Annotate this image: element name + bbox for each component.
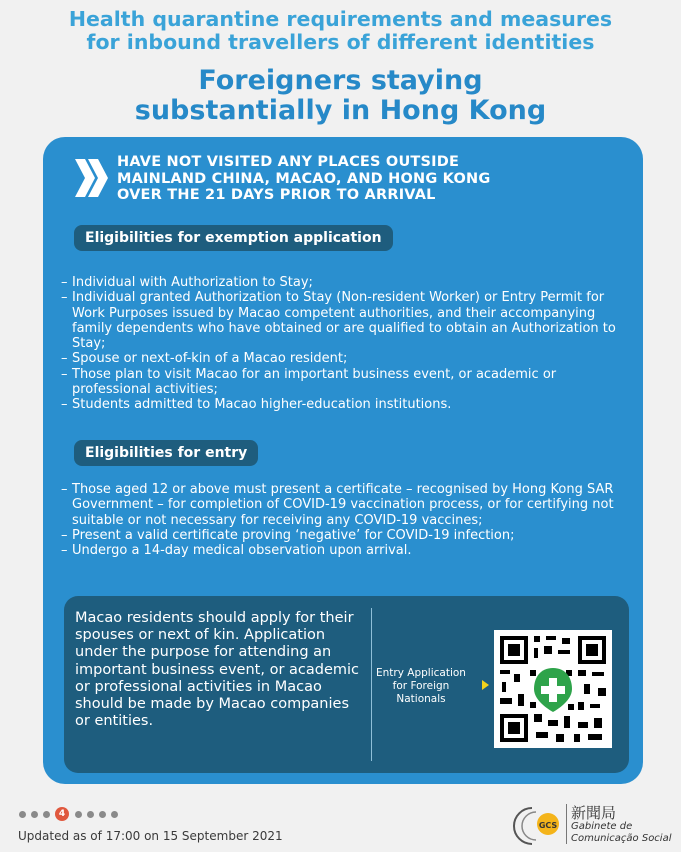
title-line-1: Health quarantine requirements and measures xyxy=(68,7,613,31)
exemption-heading: Eligibilities for exemption application xyxy=(74,225,393,251)
headline-line-1: HAVE NOT VISITED ANY PLACES OUTSIDE xyxy=(117,154,460,170)
logo-line-1: Gabinete de xyxy=(571,821,633,832)
logo-divider xyxy=(566,804,567,844)
headline-line-3: OVER THE 21 DAYS PRIOR TO ARRIVAL xyxy=(117,187,436,203)
divider xyxy=(371,608,372,761)
page-subtitle xyxy=(0,66,681,126)
list-item: – Undergo a 14-day medical observation upon arrival. xyxy=(61,543,633,558)
logo-mark-icon xyxy=(510,802,570,848)
headline-line-2: MAINLAND CHINA, MACAO, AND HONG KONG xyxy=(117,170,491,187)
list-item: – Spouse or next-of-kin of a Macao resident; xyxy=(61,351,633,366)
headline xyxy=(117,154,627,204)
note-box xyxy=(64,596,629,773)
gcs-logo xyxy=(510,802,675,848)
page-dot[interactable] xyxy=(99,811,106,818)
page-dot[interactable] xyxy=(75,811,82,818)
page-dot[interactable] xyxy=(87,811,94,818)
list-item: – Those plan to visit Macao for an important business event, or academic or professional activities; xyxy=(61,367,633,398)
qr-caption: Entry Application for Foreign Nationals xyxy=(376,667,466,705)
entry-heading: Eligibilities for entry xyxy=(74,440,258,466)
page-dot-active[interactable]: 4 xyxy=(55,807,69,821)
list-item: – Those aged 12 or above must present a certificate – recognised by Hong Kong SAR Government – for completion of COVID-19 vaccination process, or for certifying not suitable or not necessary for receiving any COVID-19 vaccines; xyxy=(61,482,633,528)
arrow-right-icon xyxy=(482,680,489,690)
list-item: – Individual granted Authorization to Stay (Non-resident Worker) or Entry Permit for Work Purposes issued by Macao competent authorities, and their accompanying family dependents who have obtained or are qualified to obtain an Authorization to Stay; xyxy=(61,290,633,351)
page-dot[interactable] xyxy=(19,811,26,818)
logo-line-2: Comunicação Social xyxy=(571,833,672,844)
page-dot[interactable] xyxy=(31,811,38,818)
page-title xyxy=(0,8,681,54)
chevron-right-icon xyxy=(73,157,111,199)
page-dot[interactable] xyxy=(111,811,118,818)
title-line-2: for inbound travellers of different identities xyxy=(86,30,595,54)
exemption-list xyxy=(61,275,633,413)
note-text: Macao residents should apply for their spouses or next of kin. Application under the purpose for attending an important business event, or academic or professional activities in Macao should be made by Macao companies or entities. xyxy=(75,610,360,730)
subtitle-line-1: Foreigners staying xyxy=(198,65,483,96)
list-item: – Present a valid certificate proving ‘negative’ for COVID-19 infection; xyxy=(61,528,633,543)
page-dot[interactable] xyxy=(43,811,50,818)
updated-timestamp: Updated as of 17:00 on 15 September 2021 xyxy=(18,829,283,843)
qr-code-icon[interactable] xyxy=(494,630,612,748)
logo-chinese: 新聞局 xyxy=(571,804,617,822)
list-item: – Individual with Authorization to Stay; xyxy=(61,275,633,290)
list-item: – Students admitted to Macao higher-education institutions. xyxy=(61,397,633,412)
info-card xyxy=(43,137,643,784)
svg-text:GCS: GCS xyxy=(538,821,558,830)
entry-list xyxy=(61,482,633,558)
subtitle-line-2: substantially in Hong Kong xyxy=(134,95,547,126)
